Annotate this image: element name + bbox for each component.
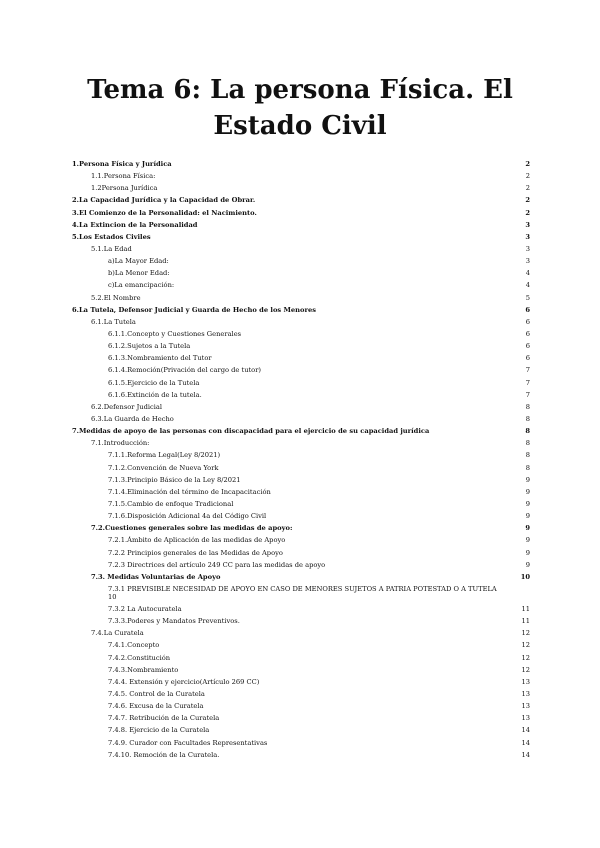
toc-entry-title: 6.1.La Tutela <box>91 317 136 326</box>
title-line-1: Tema 6: La persona Física. El <box>87 75 513 105</box>
toc-entry-page: 8 <box>525 414 530 423</box>
toc-entry-title: 7.4.5. Control de la Curatela <box>108 690 205 699</box>
toc-entry-page: 8 <box>525 463 530 472</box>
toc-entry[interactable] <box>72 209 530 217</box>
toc-entry[interactable] <box>72 439 530 447</box>
toc-entry-title: 6.2.Defensor Judicial <box>91 402 163 411</box>
toc-entry-title: 6.1.4.Remoción(Privación del cargo de tutor) <box>108 366 262 375</box>
toc-entry[interactable] <box>72 281 530 289</box>
toc-entry-title: 5.1.La Edad <box>91 244 132 253</box>
toc-entry-page: 8 <box>525 439 530 448</box>
toc-entry[interactable] <box>72 488 530 496</box>
toc-entry-title: 7.4.6. Excusa de la Curatela <box>108 702 204 711</box>
toc-entry[interactable] <box>72 354 530 362</box>
toc-entry-title: 7.4.8. Ejercicio de la Curatela <box>108 726 210 735</box>
toc-entry-page: 9 <box>525 512 530 521</box>
toc-entry-title: 6.1.5.Ejercicio de la Tutela <box>108 378 200 387</box>
toc-entry-page: 13 <box>521 714 530 723</box>
toc-entry-title: 1.Persona Física y Jurídica <box>72 160 172 168</box>
toc-entry-page: 3 <box>525 257 530 266</box>
toc-entry-title: 6.La Tutela, Defensor Judicial y Guarda de Hecho de los Menores <box>72 305 317 314</box>
toc-entry[interactable] <box>72 739 530 747</box>
toc-entry[interactable] <box>72 549 530 557</box>
toc-entry-page: 7 <box>525 390 530 399</box>
toc-entry-title: 7.4.9. Curador con Facultades Representativas <box>108 738 268 747</box>
toc-entry-page: 2 <box>525 184 530 193</box>
toc-entry-page: 11 <box>521 617 530 626</box>
toc-entry-page: 6 <box>525 342 530 351</box>
toc-entry[interactable] <box>72 678 530 686</box>
toc-entry-page: 3 <box>525 220 530 229</box>
toc-entry[interactable] <box>72 585 530 601</box>
toc-entry[interactable] <box>72 330 530 338</box>
toc-entry[interactable] <box>72 221 530 229</box>
toc-entry-title: 5.Los Estados Civiles <box>72 232 151 241</box>
table-of-contents <box>72 160 530 763</box>
toc-entry-page: 9 <box>525 524 530 533</box>
toc-entry-page: 9 <box>525 536 530 545</box>
toc-entry[interactable] <box>72 427 530 435</box>
toc-entry-page: 10 <box>520 572 530 581</box>
toc-entry-title: 2.La Capacidad Jurídica y la Capacidad de Obrar. <box>72 196 256 205</box>
toc-entry-page: 12 <box>521 641 530 650</box>
toc-entry-title: 7.2.3 Directrices del artículo 249 CC para las medidas de apoyo <box>108 560 326 569</box>
toc-entry-title: 7.1.1.Reforma Legal(Ley 8/2021) <box>108 451 221 460</box>
toc-entry[interactable] <box>72 379 530 387</box>
toc-entry-title: 6.1.2.Sujetos a la Tutela <box>108 342 191 351</box>
toc-entry-title: 7.2.Cuestiones generales sobre las medidas de apoyo: <box>91 524 293 533</box>
toc-entry-title: 7.1.3.Principio Básico de la Ley 8/2021 <box>108 475 241 484</box>
toc-entry-title: 6.1.3.Nombramiento del Tutor <box>108 354 212 363</box>
toc-entry-title: 7.1.5.Cambio de enfoque Tradicional <box>108 499 234 508</box>
toc-entry[interactable] <box>72 366 530 374</box>
toc-entry[interactable] <box>72 726 530 734</box>
toc-entry-page: 8 <box>525 402 530 411</box>
toc-entry[interactable] <box>72 172 530 180</box>
toc-entry-page: 13 <box>521 690 530 699</box>
toc-entry[interactable] <box>72 294 530 302</box>
toc-entry-page: 8 <box>525 451 530 460</box>
toc-entry-page: 2 <box>525 172 530 181</box>
toc-entry-page: 2 <box>525 196 530 205</box>
toc-entry[interactable] <box>72 751 530 759</box>
toc-entry[interactable] <box>72 666 530 674</box>
toc-entry-title: 7.4.La Curatela <box>91 629 144 638</box>
toc-entry[interactable] <box>72 245 530 253</box>
toc-entry-page: 13 <box>521 702 530 711</box>
toc-entry-page: 9 <box>525 499 530 508</box>
toc-entry[interactable] <box>72 233 530 241</box>
title-line-2: Estado Civil <box>213 111 387 141</box>
toc-entry[interactable] <box>72 403 530 411</box>
toc-entry-page: 13 <box>521 677 530 686</box>
toc-entry-title: 6.1.1.Concepto y Cuestiones Generales <box>108 329 242 338</box>
toc-entry-title: 7.1.4.Eliminación del término de Incapacitación <box>108 487 271 496</box>
toc-entry-title: 7.4.7. Retribución de la Curatela <box>108 714 220 723</box>
toc-entry[interactable] <box>72 702 530 710</box>
toc-entry[interactable] <box>72 391 530 399</box>
toc-entry-title: c)La emancipación: <box>108 281 175 290</box>
document-title <box>0 72 600 144</box>
toc-entry[interactable] <box>72 415 530 423</box>
toc-entry-page: 9 <box>525 487 530 496</box>
toc-entry-title: 7.3.2 La Autocuratela <box>108 605 182 614</box>
toc-entry-page: 2 <box>525 160 530 168</box>
toc-entry-title: 7.4.2.Constitución <box>108 653 171 662</box>
toc-entry[interactable] <box>72 464 530 472</box>
toc-entry-page: 8 <box>525 427 530 436</box>
toc-entry[interactable] <box>72 617 530 625</box>
toc-entry-page: 14 <box>521 738 530 747</box>
toc-entry-page: 2 <box>525 208 530 217</box>
toc-entry-title: 3.El Comienzo de la Personalidad: el Nacimiento. <box>72 208 257 217</box>
toc-entry-page: 4 <box>525 269 530 278</box>
toc-entry-page: 6 <box>525 305 530 314</box>
toc-entry-title: 5.2.El Nombre <box>91 293 141 302</box>
toc-entry-title: 6.1.6.Extinción de la tutela. <box>108 390 202 399</box>
toc-entry-title: 7.3. Medidas Voluntarias de Apoyo <box>91 572 221 581</box>
toc-entry-page: 3 <box>525 232 530 241</box>
toc-entry[interactable] <box>72 257 530 265</box>
toc-entry-title: 7.1.Introducción: <box>91 439 150 448</box>
toc-entry[interactable] <box>72 306 530 314</box>
toc-entry[interactable] <box>72 573 530 581</box>
toc-entry-page: 12 <box>521 629 530 638</box>
toc-entry-page: 12 <box>521 653 530 662</box>
toc-entry[interactable] <box>72 476 530 484</box>
toc-entry-page: 3 <box>525 244 530 253</box>
toc-entry-page: 7 <box>525 366 530 375</box>
toc-entry[interactable] <box>72 269 530 277</box>
toc-entry-page: 9 <box>525 548 530 557</box>
toc-entry-page: 14 <box>521 750 530 759</box>
toc-entry[interactable] <box>72 512 530 520</box>
toc-entry-page: 9 <box>525 560 530 569</box>
toc-entry[interactable] <box>72 654 530 662</box>
toc-entry-page: 6 <box>525 329 530 338</box>
toc-entry[interactable] <box>72 629 530 637</box>
toc-entry[interactable] <box>72 641 530 649</box>
toc-entry-title: 4.La Extincion de la Personalidad <box>72 220 198 229</box>
toc-entry-page: 12 <box>521 665 530 674</box>
toc-entry[interactable] <box>72 605 530 613</box>
toc-entry-page: 6 <box>525 317 530 326</box>
toc-entry-title: 6.3.La Guarda de Hecho <box>91 414 174 423</box>
toc-entry[interactable] <box>72 561 530 569</box>
toc-entry-title: 7.1.6.Disposición Adicional 4a del Código Civil <box>108 512 267 521</box>
toc-entry-title: 7.2.1.Ámbito de Aplicación de las medidas de Apoyo <box>108 536 286 545</box>
toc-entry-title: 1.1.Persona Física: <box>91 172 156 181</box>
toc-entry-title: 7.2.2 Principios generales de las Medidas de Apoyo <box>108 548 283 557</box>
toc-entry[interactable] <box>72 714 530 722</box>
toc-entry-page: 14 <box>521 726 530 735</box>
toc-entry-title: 7.4.10. Remoción de la Curatela. <box>108 750 220 759</box>
toc-entry[interactable] <box>72 342 530 350</box>
toc-entry-page: 6 <box>525 354 530 363</box>
toc-entry-title: b)La Menor Edad: <box>108 269 170 278</box>
toc-entry-title: 7.3.3.Poderes y Mandatos Preventivos. <box>108 617 240 626</box>
toc-entry-title: 1.2Persona Jurídica <box>91 184 158 193</box>
toc-entry[interactable] <box>72 451 530 459</box>
toc-entry[interactable] <box>72 318 530 326</box>
toc-entry[interactable] <box>72 500 530 508</box>
toc-entry-page: 4 <box>525 281 530 290</box>
toc-entry-title: 7.4.3.Nombramiento <box>108 665 179 674</box>
toc-entry[interactable] <box>72 160 530 168</box>
toc-entry[interactable] <box>72 196 530 204</box>
toc-entry-page: 9 <box>525 475 530 484</box>
toc-entry[interactable] <box>72 184 530 192</box>
toc-entry-title: 7.Medidas de apoyo de las personas con discapacidad para el ejercicio de su capacidad jurídica <box>72 427 430 436</box>
toc-entry-page: 5 <box>525 293 530 302</box>
toc-entry-title: a)La Mayor Edad: <box>108 257 169 266</box>
toc-entry-title: 7.1.2.Convención de Nueva York <box>108 463 219 472</box>
toc-entry[interactable] <box>72 524 530 532</box>
toc-entry-title: 7.4.1.Concepto <box>108 641 160 650</box>
toc-entry[interactable] <box>72 536 530 544</box>
toc-entry-page: 11 <box>521 605 530 614</box>
toc-entry-page: 7 <box>525 378 530 387</box>
toc-entry-title: 7.3.1 PREVISIBLE NECESIDAD DE APOYO EN CASO DE MENORES SUJETOS A PATRIA POTESTAD O A TUTELA 10 <box>108 584 497 601</box>
toc-entry[interactable] <box>72 690 530 698</box>
toc-entry-title: 7.4.4. Extensión y ejercicio(Artículo 269 CC) <box>108 677 260 686</box>
